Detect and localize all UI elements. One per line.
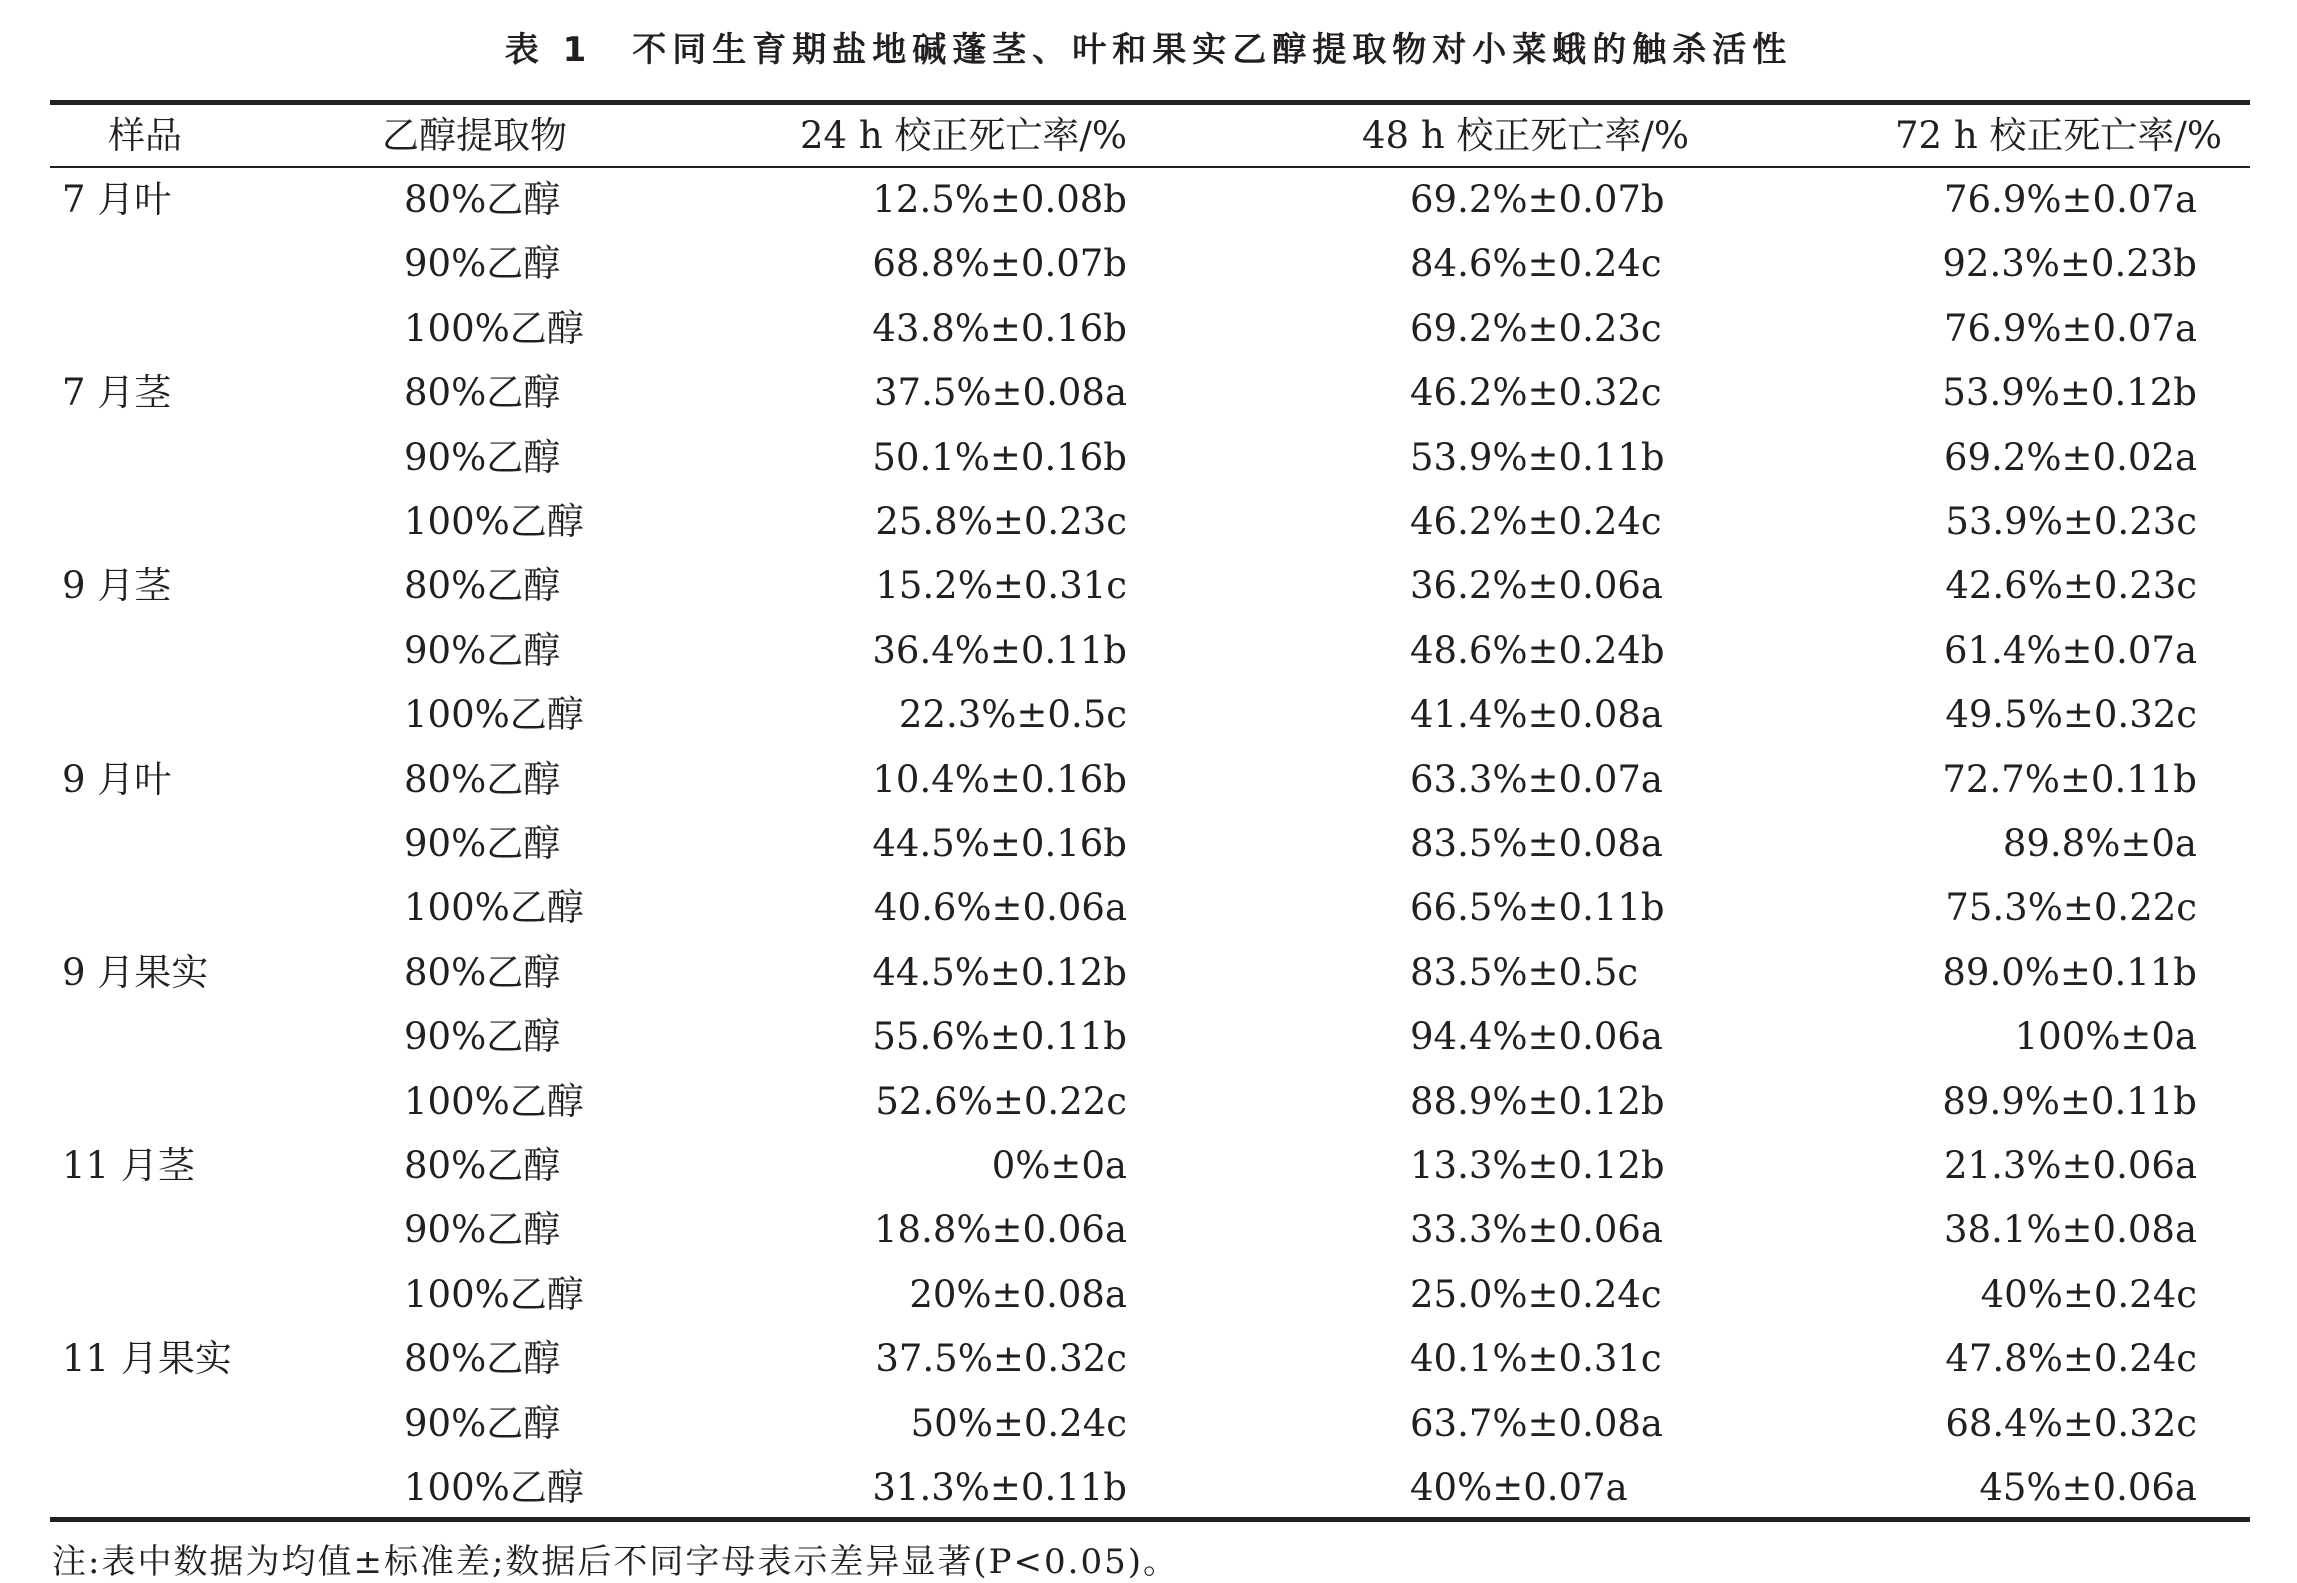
cell-24h: 43.8%±0.16b bbox=[872, 307, 1127, 350]
column-header-48h: 48 h 校正死亡率/% bbox=[1362, 114, 1690, 157]
cell-sample: 7 月叶 bbox=[62, 178, 172, 221]
cell-48h: 53.9%±0.11b bbox=[1410, 436, 1665, 479]
cell-72h: 89.0%±0.11b bbox=[1942, 951, 2197, 994]
cell-48h: 84.6%±0.24c bbox=[1410, 242, 1662, 285]
cell-extract: 100%乙醇 bbox=[404, 1466, 584, 1509]
table-header-rule bbox=[50, 166, 2250, 168]
cell-extract: 90%乙醇 bbox=[404, 242, 561, 285]
column-header-sample: 样品 bbox=[108, 114, 182, 157]
cell-72h: 72.7%±0.11b bbox=[1942, 758, 2197, 801]
cell-48h: 33.3%±0.06a bbox=[1410, 1208, 1663, 1251]
cell-extract: 90%乙醇 bbox=[404, 1208, 561, 1251]
cell-72h: 45%±0.06a bbox=[1979, 1466, 2197, 1509]
table-top-rule bbox=[50, 100, 2250, 105]
cell-48h: 13.3%±0.12b bbox=[1410, 1144, 1665, 1187]
cell-extract: 90%乙醇 bbox=[404, 629, 561, 672]
cell-24h: 31.3%±0.11b bbox=[872, 1466, 1127, 1509]
cell-24h: 44.5%±0.12b bbox=[872, 951, 1127, 994]
cell-extract: 80%乙醇 bbox=[404, 1144, 561, 1187]
cell-24h: 68.8%±0.07b bbox=[872, 242, 1127, 285]
cell-48h: 46.2%±0.24c bbox=[1410, 500, 1662, 543]
cell-72h: 53.9%±0.23c bbox=[1945, 500, 2197, 543]
cell-sample: 9 月茎 bbox=[62, 564, 172, 607]
cell-48h: 69.2%±0.07b bbox=[1410, 178, 1665, 221]
table-bottom-rule bbox=[50, 1517, 2250, 1522]
column-header-24h: 24 h 校正死亡率/% bbox=[800, 114, 1128, 157]
cell-24h: 37.5%±0.08a bbox=[874, 371, 1127, 414]
cell-48h: 69.2%±0.23c bbox=[1410, 307, 1662, 350]
cell-sample: 11 月果实 bbox=[62, 1337, 232, 1380]
cell-72h: 42.6%±0.23c bbox=[1945, 564, 2197, 607]
cell-extract: 80%乙醇 bbox=[404, 178, 561, 221]
cell-48h: 25.0%±0.24c bbox=[1410, 1273, 1662, 1316]
cell-24h: 15.2%±0.31c bbox=[875, 564, 1127, 607]
cell-48h: 63.3%±0.07a bbox=[1410, 758, 1663, 801]
cell-24h: 40.6%±0.06a bbox=[874, 886, 1127, 929]
cell-24h: 12.5%±0.08b bbox=[872, 178, 1127, 221]
table-title: 表 1 不同生育期盐地碱蓬茎、叶和果实乙醇提取物对小菜蛾的触杀活性 bbox=[504, 30, 1793, 70]
cell-72h: 38.1%±0.08a bbox=[1944, 1208, 2197, 1251]
cell-48h: 83.5%±0.5c bbox=[1410, 951, 1639, 994]
cell-24h: 50%±0.24c bbox=[910, 1402, 1127, 1445]
cell-72h: 76.9%±0.07a bbox=[1944, 307, 2197, 350]
cell-24h: 44.5%±0.16b bbox=[872, 822, 1127, 865]
cell-extract: 90%乙醇 bbox=[404, 1015, 561, 1058]
cell-extract: 100%乙醇 bbox=[404, 886, 584, 929]
cell-72h: 47.8%±0.24c bbox=[1945, 1337, 2197, 1380]
cell-24h: 52.6%±0.22c bbox=[875, 1080, 1127, 1123]
cell-72h: 21.3%±0.06a bbox=[1944, 1144, 2197, 1187]
cell-extract: 100%乙醇 bbox=[404, 1080, 584, 1123]
cell-48h: 48.6%±0.24b bbox=[1410, 629, 1665, 672]
cell-extract: 90%乙醇 bbox=[404, 436, 561, 479]
column-header-extract: 乙醇提取物 bbox=[382, 114, 567, 157]
cell-extract: 90%乙醇 bbox=[404, 1402, 561, 1445]
cell-72h: 68.4%±0.32c bbox=[1945, 1402, 2197, 1445]
cell-sample: 7 月茎 bbox=[62, 371, 172, 414]
cell-72h: 53.9%±0.12b bbox=[1942, 371, 2197, 414]
cell-24h: 55.6%±0.11b bbox=[872, 1015, 1127, 1058]
cell-72h: 100%±0a bbox=[2014, 1015, 2197, 1058]
cell-24h: 25.8%±0.23c bbox=[875, 500, 1127, 543]
cell-24h: 37.5%±0.32c bbox=[875, 1337, 1127, 1380]
cell-48h: 66.5%±0.11b bbox=[1410, 886, 1665, 929]
cell-extract: 80%乙醇 bbox=[404, 564, 561, 607]
cell-extract: 80%乙醇 bbox=[404, 951, 561, 994]
cell-72h: 49.5%±0.32c bbox=[1945, 693, 2197, 736]
cell-48h: 83.5%±0.08a bbox=[1410, 822, 1663, 865]
cell-sample: 9 月叶 bbox=[62, 758, 172, 801]
cell-72h: 89.9%±0.11b bbox=[1942, 1080, 2197, 1123]
cell-72h: 61.4%±0.07a bbox=[1944, 629, 2197, 672]
cell-extract: 100%乙醇 bbox=[404, 693, 584, 736]
cell-extract: 100%乙醇 bbox=[404, 307, 584, 350]
column-header-72h: 72 h 校正死亡率/% bbox=[1895, 114, 2223, 157]
cell-24h: 18.8%±0.06a bbox=[874, 1208, 1127, 1251]
cell-48h: 88.9%±0.12b bbox=[1410, 1080, 1665, 1123]
cell-24h: 0%±0a bbox=[991, 1144, 1127, 1187]
cell-24h: 20%±0.08a bbox=[909, 1273, 1127, 1316]
cell-extract: 100%乙醇 bbox=[404, 1273, 584, 1316]
cell-48h: 40.1%±0.31c bbox=[1410, 1337, 1662, 1380]
cell-48h: 36.2%±0.06a bbox=[1410, 564, 1663, 607]
cell-72h: 92.3%±0.23b bbox=[1942, 242, 2197, 285]
cell-72h: 40%±0.24c bbox=[1980, 1273, 2197, 1316]
cell-extract: 80%乙醇 bbox=[404, 371, 561, 414]
cell-24h: 36.4%±0.11b bbox=[872, 629, 1127, 672]
cell-48h: 63.7%±0.08a bbox=[1410, 1402, 1663, 1445]
cell-48h: 46.2%±0.32c bbox=[1410, 371, 1662, 414]
cell-24h: 10.4%±0.16b bbox=[872, 758, 1127, 801]
cell-extract: 80%乙醇 bbox=[404, 1337, 561, 1380]
cell-extract: 90%乙醇 bbox=[404, 822, 561, 865]
cell-72h: 76.9%±0.07a bbox=[1944, 178, 2197, 221]
cell-48h: 41.4%±0.08a bbox=[1410, 693, 1663, 736]
cell-48h: 40%±0.07a bbox=[1410, 1466, 1628, 1509]
cell-48h: 94.4%±0.06a bbox=[1410, 1015, 1663, 1058]
cell-extract: 80%乙醇 bbox=[404, 758, 561, 801]
cell-72h: 75.3%±0.22c bbox=[1945, 886, 2197, 929]
table-note: 注:表中数据为均值±标准差;数据后不同字母表示差异显著(P<0.05)。 bbox=[52, 1542, 1179, 1582]
cell-72h: 89.8%±0a bbox=[2002, 822, 2197, 865]
cell-24h: 50.1%±0.16b bbox=[872, 436, 1127, 479]
cell-extract: 100%乙醇 bbox=[404, 500, 584, 543]
cell-sample: 9 月果实 bbox=[62, 951, 209, 994]
cell-24h: 22.3%±0.5c bbox=[898, 693, 1127, 736]
cell-sample: 11 月茎 bbox=[62, 1144, 195, 1187]
cell-72h: 69.2%±0.02a bbox=[1944, 436, 2197, 479]
